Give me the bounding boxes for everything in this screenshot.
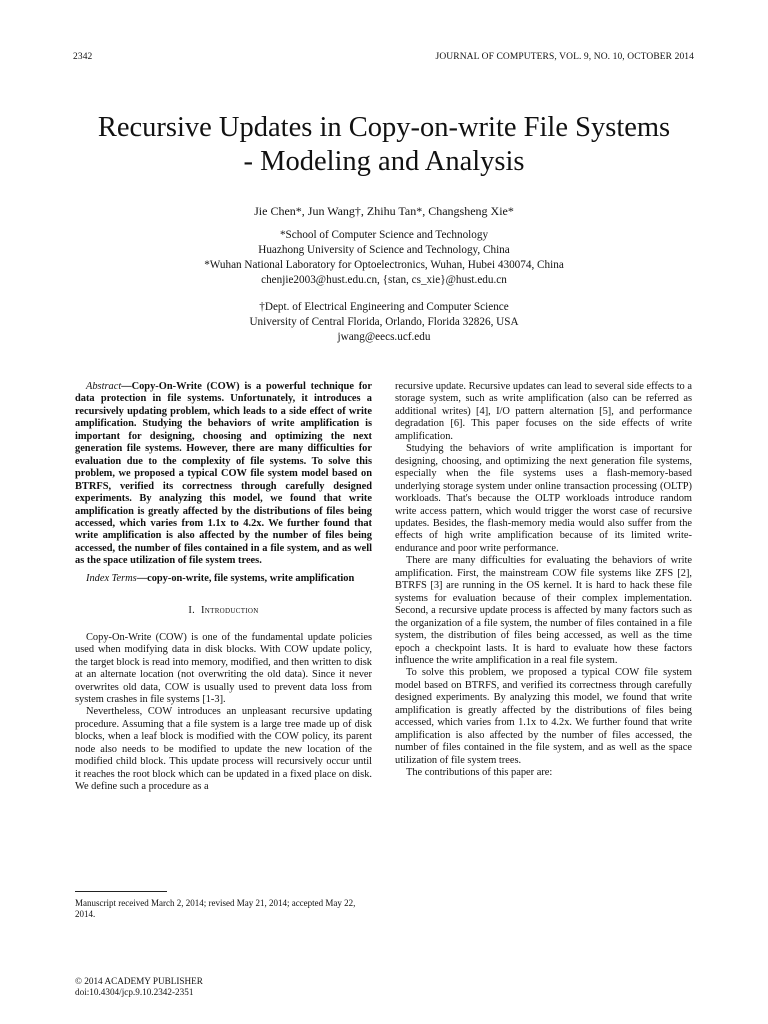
abstract-label: Abstract	[86, 381, 122, 392]
affiliation-line: Huazhong University of Science and Technology, China	[258, 244, 510, 256]
index-terms-label: Index Terms	[86, 572, 137, 584]
paper-title	[40, 111, 728, 179]
affiliation-line: *Wuhan National Laboratory for Optoelectronics, Wuhan, Hubei 430074, China	[204, 259, 564, 271]
footnote-manuscript-dates: Manuscript received March 2, 2014; revised May 21, 2014; accepted May 22, 2014.	[75, 898, 356, 919]
affiliation-huazhong	[100, 228, 668, 288]
footnote-divider	[75, 891, 167, 892]
affiliation-email: jwang@eecs.ucf.edu	[337, 331, 431, 343]
index-terms	[75, 573, 372, 585]
paragraph: To solve this problem, we proposed a typical COW file system model based on BTRFS, and verified its correctness through carefully designed experiments. By analyzing this model, we found that write amplification is greatly affected by the distributions of files being accessed, which varies from 1.1x to 4.2x. We further found that write amplification is also affected by the number of files accessed, the number of files contained in the file system, and as well as the space utilization of file system trees.	[395, 667, 692, 766]
section-title: Introduction	[200, 605, 259, 617]
title-line-1: Recursive Updates in Copy-on-write File Systems	[97, 112, 671, 143]
doi: doi:10.4304/jcp.9.10.2342-2351	[75, 987, 194, 997]
affiliation-line: *School of Computer Science and Technology	[279, 229, 489, 241]
paragraph: There are many difficulties for evaluating the behaviors of write amplification. First, the mainstream COW file systems like ZFS [2], BTRFS [3] are running in the OS kernel. It is hard to hack these file systems for evaluation because of their complex implementation. Second, a recursive update process is affected by many factors such as the organization of a file system, the number of files contained in a file system, the distribution of files being accessed, as well as the time epoch a checkpoint lasts. It is hard to evaluate how these factors influence the write amplification in a real file system.	[395, 555, 692, 666]
index-terms-dash: —	[136, 572, 148, 584]
page-footer	[75, 976, 203, 998]
paragraph: The contributions of this paper are:	[406, 767, 553, 779]
paragraph: Nevertheless, COW introduces an unpleasant recursive updating procedure. Assuming that a file system is a large tree made up of disk blocks, when a leaf block is modified with the COW policy, its parent node also needs to be modified to update the new location of the modified child block. This update process will recursively occur until it reaches the root block which can be updated in a fixed place on disk. We define such a procedure as a	[75, 706, 372, 793]
section-heading-introduction	[75, 605, 372, 617]
affiliation-email: chenjie2003@hust.edu.cn, {stan, cs_xie}@hust.edu.cn	[261, 274, 507, 286]
abstract-text: Copy-On-Write (COW) is a powerful technique for data protection in file systems. Unfortunately, it introduces a recursively updating problem, which leads to a side effect of write amplification. Studying the behaviors of write amplification is important for designing, choosing and optimizing the next generation file systems. However, there are many difficulties for evaluation due to the complexity of file systems. To solve this problem, we proposed a typical COW file system model based on BTRFS, verified its correctness through carefully designed experiments. By analyzing this model, we found that write amplification is greatly affected by the distributions of files being accessed, which varies from 1.1x to 4.2x. We further found that write amplification is also affected by the number of files being accessed, the number of files contained in a file system, and as well as the space utilization of file system trees.	[75, 381, 372, 567]
affiliation-line: †Dept. of Electrical Engineering and Computer Science	[259, 301, 509, 313]
paragraph: recursive update. Recursive updates can lead to several side effects to a storage system, such as write amplification (also can be referred as additional writes) [4], I/O pattern alternation [5], and performance degradation [6]. This paper focuses on the side effects of write amplification.	[395, 381, 692, 442]
section-numeral: I.	[188, 605, 196, 617]
affiliation-ucf	[100, 300, 668, 345]
paragraph: Copy-On-Write (COW) is one of the fundamental update policies used when modifying data in disk blocks. With COW update policy, the target block is read into memory, modified, and then written to disk at an alternate location (not overwriting the old data). Since it never overwrites old data, COW is usually used to prevent data loss from system crashes in file systems [1-3].	[75, 631, 372, 705]
affiliation-line: University of Central Florida, Orlando, Florida 32826, USA	[249, 316, 519, 328]
left-column	[75, 381, 372, 794]
abstract-dash: —	[121, 381, 132, 392]
right-column	[395, 381, 692, 780]
journal-header: JOURNAL OF COMPUTERS, VOL. 9, NO. 10, OCTOBER 2014	[435, 52, 694, 62]
copyright-notice: © 2014 ACADEMY PUBLISHER	[75, 976, 203, 986]
author-list: Jie Chen*, Jun Wang†, Zhihu Tan*, Changsheng Xie*	[254, 204, 514, 218]
paragraph: Studying the behaviors of write amplification is important for designing, choosing, and optimizing the next generation file systems, especially when the file systems uses a flash-memory-based underlying storage system under online transaction processing (OLTP) workloads. That's because the OLTP workloads introduce random write access pattern, which would trigger the worst case of recursive updates. Besides, the flash-memory media would also suffer from the effects of high write amplification because of its limited write-endurance and poor write performance.	[395, 443, 692, 554]
abstract	[75, 381, 372, 568]
page-number: 2342	[73, 52, 93, 62]
title-line-2: - Modeling and Analysis	[243, 146, 525, 177]
index-terms-text: copy-on-write, file systems, write amplification	[147, 572, 355, 584]
